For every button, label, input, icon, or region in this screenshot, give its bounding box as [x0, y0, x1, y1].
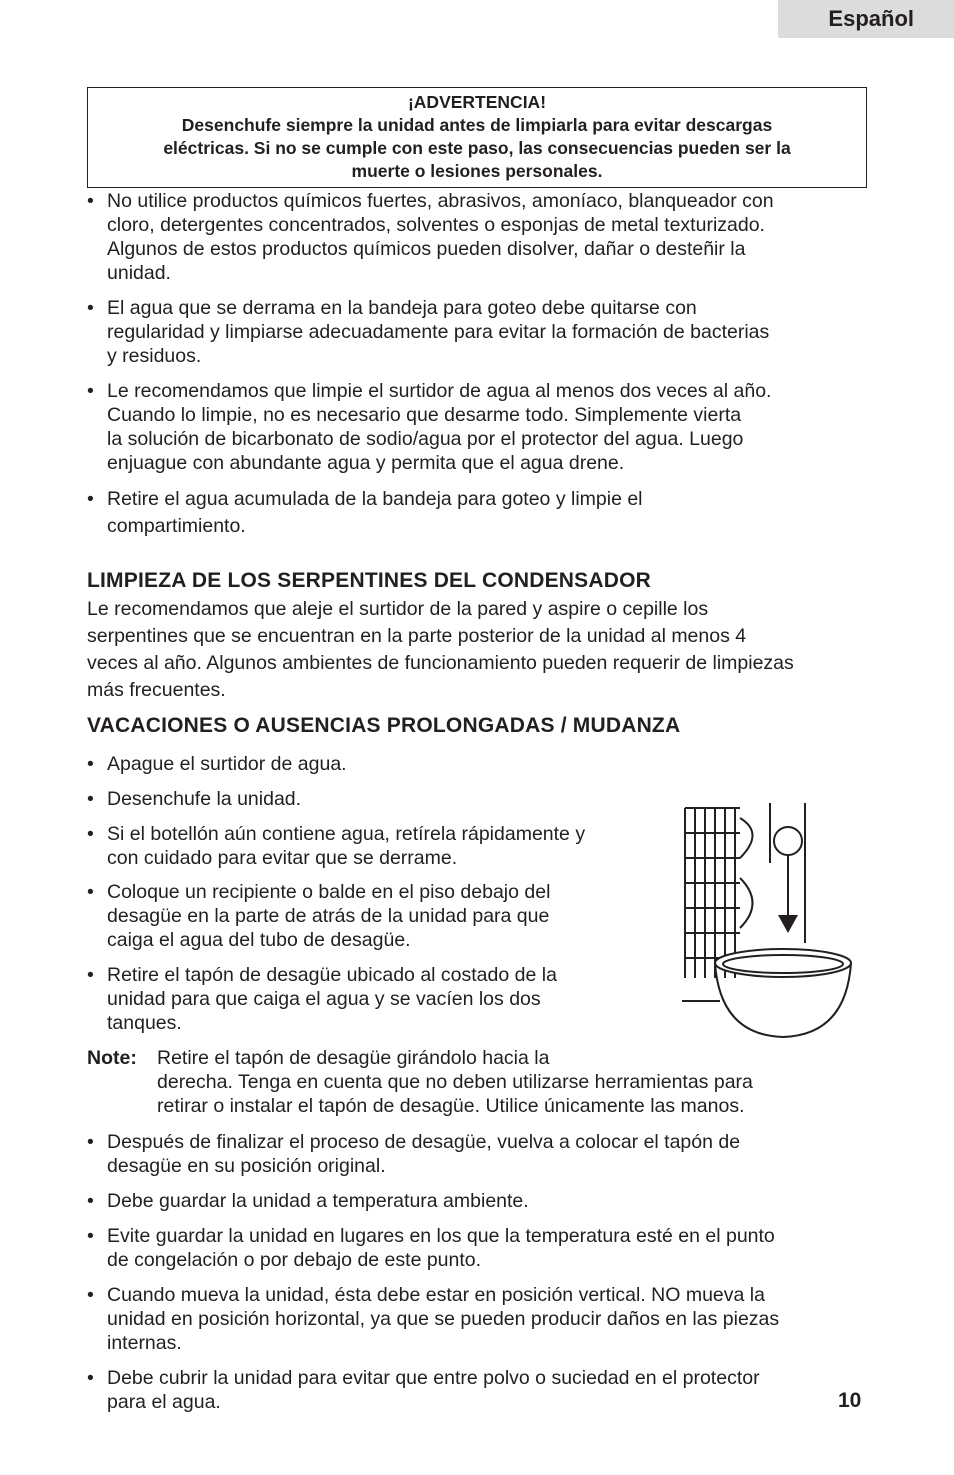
list-item-line: • Le recomendamos que limpie el surtidor de agua al menos dos veces al año. — [107, 380, 772, 402]
list-item-line: • El agua que se derrama en la bandeja para goteo debe quitarse con — [107, 297, 697, 319]
list-item-line: de congelación o por debajo de este punto. — [107, 1249, 482, 1271]
list-item-line: • Apague el surtidor de agua. — [107, 753, 347, 775]
drain-illustration — [680, 803, 855, 1043]
list-item-line: tanques. — [107, 1012, 182, 1034]
list-item-line: cloro, detergentes concentrados, solventes o esponjas de metal texturizado. — [107, 214, 765, 236]
list-item-line: Cuando lo limpie, no es necesario que desarme todo. Simplemente vierta — [107, 404, 742, 426]
list-item-line: • Evite guardar la unidad en lugares en los que la temperatura esté en el punto — [107, 1225, 775, 1247]
paragraph-line: serpentines que se encuentran en la parte posterior de la unidad al menos 4 — [87, 625, 747, 647]
note-line: Retire el tapón de desagüe girándolo hacia la — [157, 1047, 550, 1069]
list-item-line: internas. — [107, 1332, 182, 1354]
list-item — [87, 1283, 862, 1355]
list-item — [87, 752, 862, 776]
list-item-line: • Debe guardar la unidad a temperatura ambiente. — [107, 1190, 529, 1212]
list-item — [87, 822, 657, 870]
section-heading-vacation: VACACIONES O AUSENCIAS PROLONGADAS / MUDANZA — [87, 714, 681, 737]
paragraph-line: más frecuentes. — [87, 679, 226, 701]
list-item — [87, 1224, 862, 1272]
section-heading-condenser: LIMPIEZA DE LOS SERPENTINES DEL CONDENSADOR — [87, 569, 651, 592]
list-item — [87, 880, 657, 952]
list-item-line: compartimiento. — [107, 515, 246, 537]
bowl-icon — [715, 949, 851, 1037]
list-item-line: Algunos de estos productos químicos pueden disolver, dañar o desteñir la — [107, 238, 746, 260]
list-item — [87, 1366, 862, 1414]
list-item-line: y residuos. — [107, 345, 202, 367]
list-item-line: • Retire el tapón de desagüe ubicado al costado de la — [107, 964, 557, 986]
list-item — [87, 1130, 862, 1178]
list-item-line: • Debe cubrir la unidad para evitar que entre polvo o suciedad en el protector — [107, 1367, 760, 1389]
warning-box — [87, 87, 867, 188]
note-line: derecha. Tenga en cuenta que no deben utilizarse herramientas para — [157, 1071, 753, 1093]
list-item-line: unidad en posición horizontal, ya que se pueden producir daños en las piezas — [107, 1308, 780, 1330]
note-block — [87, 1046, 867, 1118]
list-item-line: • Si el botellón aún contiene agua, retírela rápidamente y — [107, 823, 586, 845]
list-item-line: con cuidado para evitar que se derrame. — [107, 847, 458, 869]
list-item-line: desagüe en la parte de atrás de la unidad para que — [107, 905, 550, 927]
list-item-line: • Coloque un recipiente o balde en el piso debajo del — [107, 881, 551, 903]
list-item — [87, 1189, 862, 1213]
list-item-line: caiga el agua del tubo de desagüe. — [107, 929, 411, 951]
list-item — [87, 189, 862, 285]
paragraph-line: veces al año. Algunos ambientes de funcionamiento pueden requerir de limpiezas — [87, 652, 794, 674]
list-item — [87, 486, 862, 540]
list-item-line: la solución de bicarbonato de sodio/agua por el protector del agua. Luego — [107, 428, 744, 450]
list-item — [87, 296, 862, 368]
warning-title: ¡ADVERTENCIA! — [407, 92, 547, 112]
list-item-line: • Después de finalizar el proceso de desagüe, vuelva a colocar el tapón de — [107, 1131, 741, 1153]
list-item-line: unidad para que caiga el agua y se vacíen los dos — [107, 988, 541, 1010]
list-item-line: • Retire el agua acumulada de la bandeja para goteo y limpie el — [107, 488, 643, 510]
drain-plug-icon — [774, 827, 802, 855]
list-item-line: regularidad y limpiarse adecuadamente para evitar la formación de bacterias — [107, 321, 770, 343]
list-item-line: desagüe en su posición original. — [107, 1155, 386, 1177]
warning-line: muerte o lesiones personales. — [351, 161, 603, 181]
condenser-paragraph — [87, 596, 872, 704]
list-item-line: unidad. — [107, 262, 171, 284]
paragraph-line: Le recomendamos que aleje el surtidor de la pared y aspire o cepille los — [87, 598, 709, 620]
warning-line: eléctricas. Si no se cumple con este paso, las consecuencias pueden ser la — [163, 138, 791, 158]
list-item-line: • No utilice productos químicos fuertes, abrasivos, amoníaco, blanqueador con — [107, 190, 774, 212]
page-number: 10 — [838, 1389, 862, 1412]
language-tab: Español — [778, 0, 954, 38]
list-item-line: enjuague con abundante agua y permita que el agua drene. — [107, 452, 625, 474]
list-item-line: • Cuando mueva la unidad, ésta debe estar en posición vertical. NO mueva la — [107, 1284, 765, 1306]
note-label: Note: — [87, 1047, 137, 1069]
note-line: retirar o instalar el tapón de desagüe. Utilice únicamente las manos. — [157, 1095, 745, 1117]
list-item-line: • Desenchufe la unidad. — [107, 788, 302, 810]
list-item — [87, 379, 862, 475]
warning-line: Desenchufe siempre la unidad antes de limpiarla para evitar descargas — [181, 115, 773, 135]
list-item — [87, 963, 657, 1035]
list-item-line: para el agua. — [107, 1391, 221, 1413]
